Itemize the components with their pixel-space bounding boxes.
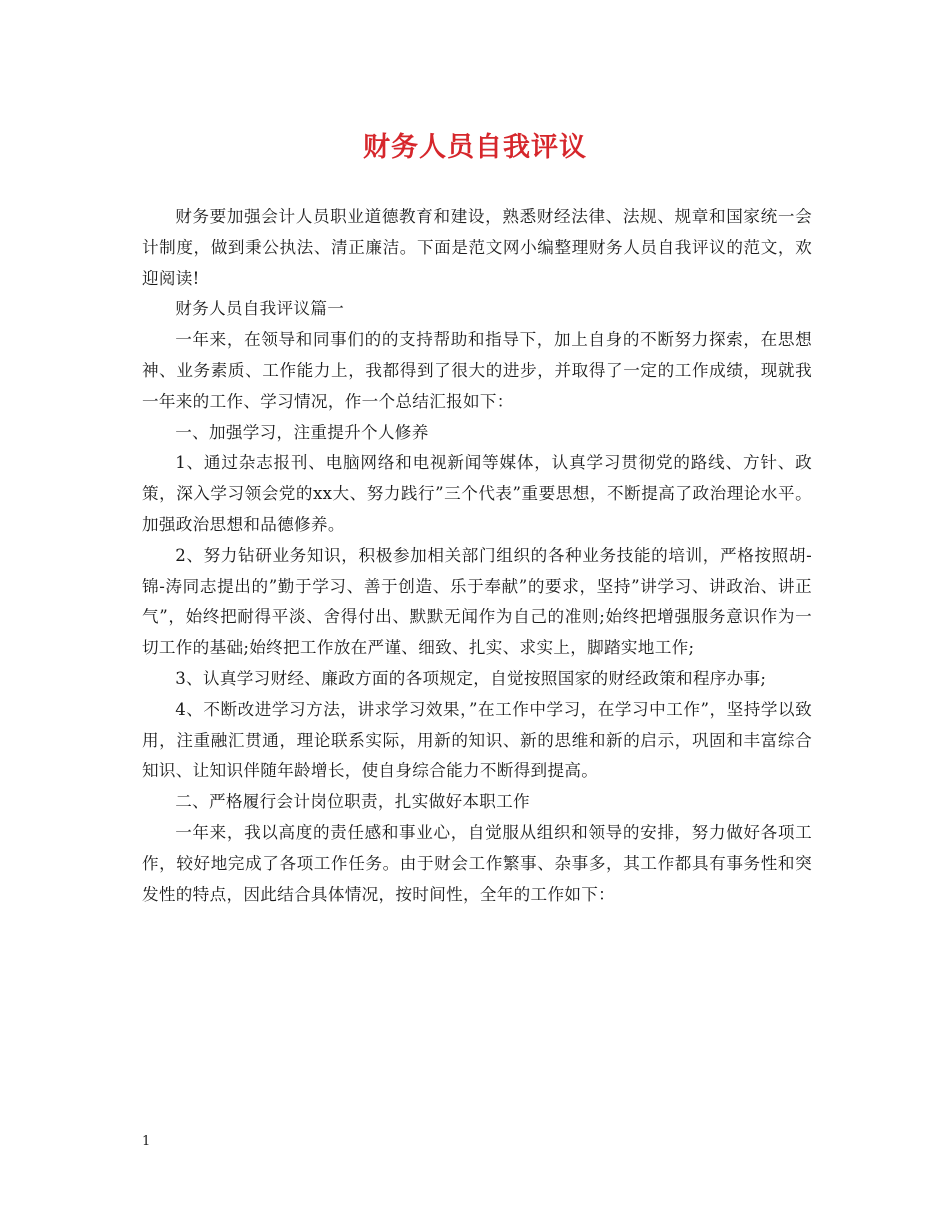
document-body xyxy=(142,202,812,910)
paragraph-summary-opening: 一年来，在领导和同事们的的支持帮助和指导下，加上自身的不断努力探索，在思想神、业务素质、工作能力上，我都得到了很大的进步，并取得了一定的工作成绩，现就我一年来的工作、学习情况，作一个总结汇报如下： xyxy=(142,330,812,411)
paragraph-item-2: 2、努力钻研业务知识，积极参加相关部门组织的各种业务技能的培训，严格按照胡-锦-涛同志提出的”勤于学习、善于创造、乐于奉献”的要求，坚持”讲学习、讲政治、讲正气”，始终把耐得平淡、舍得付出、默默无闻作为自己的准则;始终把增强服务意识作为一切工作的基础;始终把工作放在严谨、细致、扎实、求实上，脚踏实地工作; xyxy=(142,545,812,658)
paragraph-item-3: 3、认真学习财经、廉政方面的各项规定，自觉按照国家的财经政策和程序办事; xyxy=(175,668,767,688)
document-title: 财务人员自我评议 xyxy=(363,132,587,163)
paragraph-item-4: 4、不断改进学习方法，讲求学习效果，”在工作中学习，在学习中工作”，坚持学以致用，注重融汇贯通，理论联系实际，用新的知识、新的思维和新的启示，巩固和丰富综合知识、让知识伴随年龄增长，使自身综合能力不断得到提高。 xyxy=(142,699,812,781)
page-number: 1 xyxy=(142,1134,151,1149)
section-heading-part-one: 财务人员自我评议篇一 xyxy=(175,299,345,319)
paragraph-duties: 一年来，我以高度的责任感和事业心，自觉服从组织和领导的安排，努力做好各项工作，较好地完成了各项工作任务。由于财会工作繁事、杂事多，其工作都具有事务性和突发性的特点，因此结合具体情况，按时间性，全年的工作如下： xyxy=(142,822,812,904)
section-heading-duties: 二、严格履行会计岗位职责，扎实做好本职工作 xyxy=(175,792,530,812)
paragraph-intro: 财务要加强会计人员职业道德教育和建设，熟悉财经法律、法规、规章和国家统一会计制度，做到秉公执法、清正廉洁。下面是范文网小编整理财务人员自我评议的范文，欢迎阅读! xyxy=(142,207,812,288)
section-heading-study: 一、加强学习，注重提升个人修养 xyxy=(175,422,429,442)
paragraph-item-1: 1、通过杂志报刊、电脑网络和电视新闻等媒体，认真学习贯彻党的路线、方针、政策，深入学习领会党的xx大、努力践行”三个代表”重要思想，不断提高了政治理论水平。加强政治思想和品德修养。 xyxy=(142,453,812,534)
